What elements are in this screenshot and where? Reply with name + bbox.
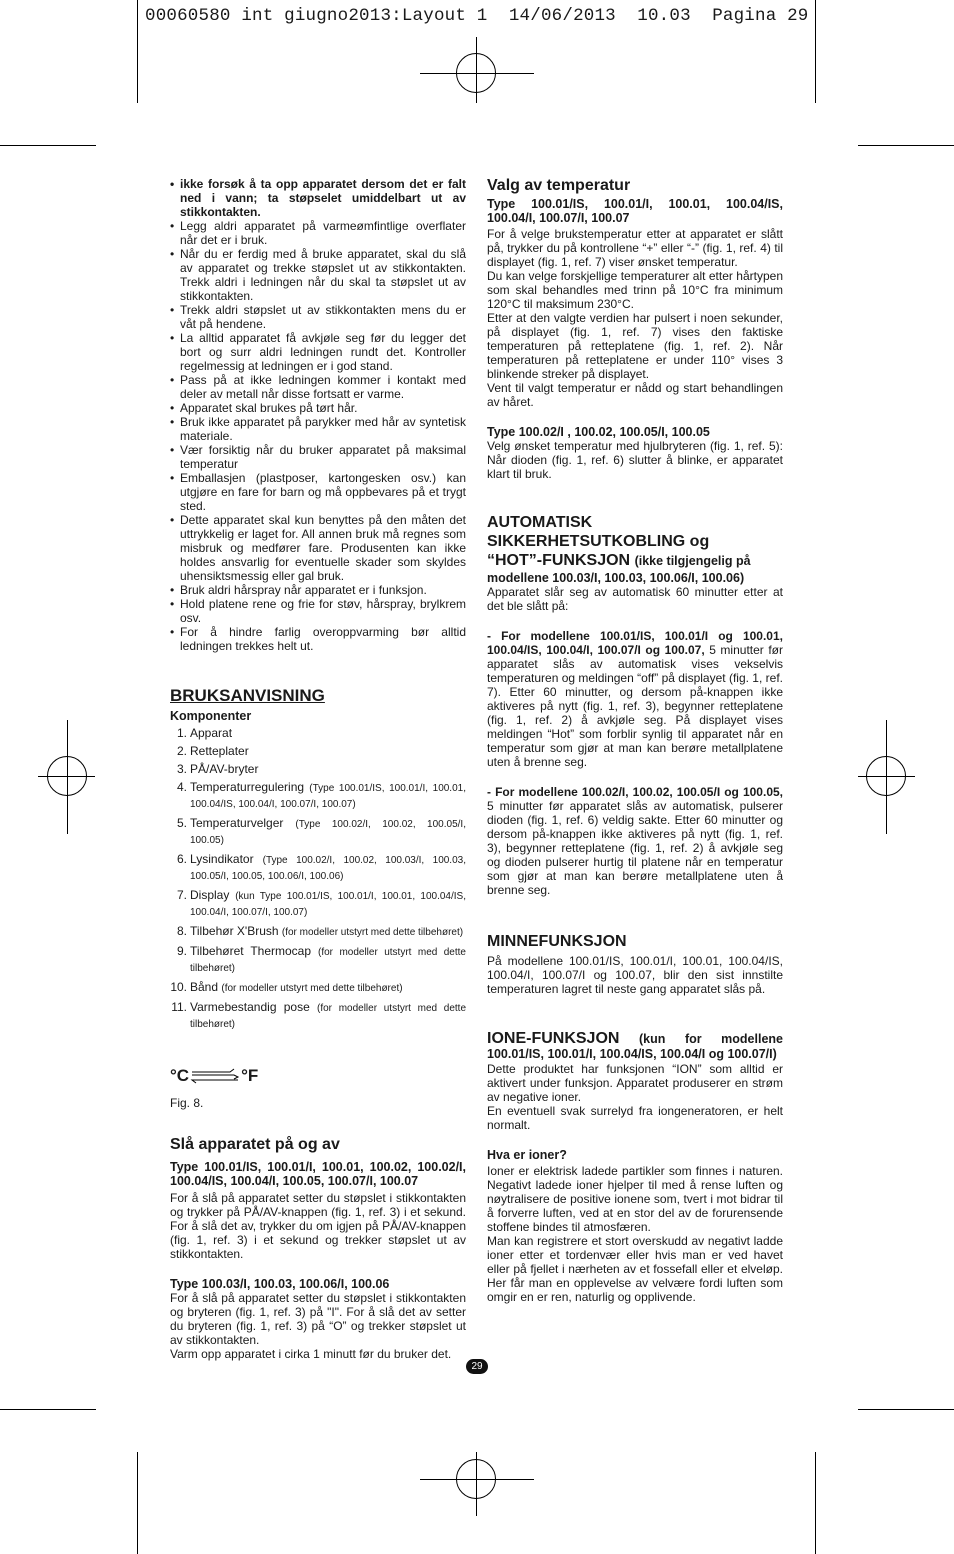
ione-text-2: En eventuell svak surrelyd fra iongeneratoren, er helt normalt. [487,1104,783,1132]
celsius-label: °C [170,1066,190,1085]
figure-caption: Fig. 8. [170,1096,204,1110]
bruksanvisning-heading: BRUKSANVISNING [170,686,325,705]
warning-item: • Bruk ikke apparatet på parykker med hår av syntetisk materiale. [170,415,466,443]
component-note: (for modeller utstyrt med dette tilbehøret) [221,983,403,994]
on-off-type-2: Type 100.03/I, 100.03, 100.06/I, 100.06 [170,1277,390,1291]
auto-bullet-1 [487,629,783,769]
component-note: (for modeller utstyrt med dette tilbehøret) [190,947,466,974]
auto-bullet-2-head: - For modellene 100.02/I, 100.02, 100.05/I og 100.05, [487,785,783,799]
auto-bullet-2 [487,785,783,897]
warning-item: • Apparatet skal brukes på tørt hår. [170,401,466,415]
warning-item: • ikke forsøk å ta opp apparatet dersom det er falt ned i vann; ta støpselet umiddelbart ut av stikkontakten. [170,177,466,219]
on-off-heading: Slå apparatet på og av [170,1136,340,1153]
component-label: Bånd [190,980,219,994]
component-label: Varmebestandig pose [190,1000,310,1014]
component-label: Display [190,888,230,902]
component-item [176,762,466,776]
valg-text-3: Etter at den valgte verdien har pulsert i noen sekunder, på displayet (fig. 1, ref. 7) vises den faktiske temperaturen på retteplatene (fig. 1, ref. 2). Når temperaturen på retteplatene er under 110° vises 3 blinkende streker på displayet. [487,311,783,381]
ione-heading-note: (kun for modellene 100.01/IS, 100.01/I, 100.04/IS, 100.04/I og 100.07/I) [487,1032,783,1061]
auto-heading-line-3: “HOT”-FUNKSJON [487,552,631,569]
right-column [487,177,783,1304]
component-number: 10. [170,980,187,994]
page-number: 29 [466,1359,488,1374]
component-number: 8. [176,924,187,938]
component-number: 4. [176,780,187,794]
valg-text-1: For å velge brukstemperatur etter at apparatet er slått på, trykker du på kontrollene “+” eller “-” (fig. 1, ref. 4) til displayet (fig. 1, ref. 7) viser ønsket temperatur. [487,227,783,269]
safety-warnings-list [170,177,466,653]
component-label: Tilbehør X'Brush [190,924,279,938]
ione-text-1: Dette produktet har funksjonen “ION” som alltid er aktivert under funksjon. Apparatet produserer en strøm av negative ioner. [487,1062,783,1104]
valg-text-5: Velg ønsket temperatur med hjulbryteren (fig. 1, ref. 5): Når dioden (fig. 1, ref. 6) slutter å blinke, er apparatet klart til bruk. [487,439,783,481]
hva-heading: Hva er ioner? [487,1148,567,1162]
component-note: (kun Type 100.01/IS, 100.01/I, 100.01, 100.04/IS, 100.04/I, 100.07/I, 100.07) [190,891,467,918]
component-item [176,816,466,848]
auto-bullet-1-head: - For modellene 100.01/IS, 100.01/I og 100.01, 100.04/IS, 100.04/I, 100.07/I og 100.07, [487,629,783,657]
fahrenheit-label: °F [241,1066,259,1085]
component-number: 3. [176,762,187,776]
conversion-arrows-icon [190,1067,240,1085]
valg-text-2: Du kan velge forskjellige temperaturer alt etter hårtypen som skal behandles med trinn på 10°C fra minimum 120°C til maksimum 230°C. [487,269,783,311]
minne-heading: MINNEFUNKSJON [487,933,627,950]
auto-heading-line-1: AUTOMATISK [487,514,593,531]
component-label: Retteplater [190,744,249,758]
component-label: Lysindikator [190,852,254,866]
component-item [170,980,466,996]
left-column [170,177,466,1361]
on-off-text-3: Varm opp apparatet i cirka 1 minutt før du bruker det. [170,1347,452,1361]
component-item [176,924,466,940]
component-item [176,780,466,812]
auto-heading-note-2: modellene 100.03/I, 100.03, 100.06/I, 100.06) [487,571,745,585]
hva-text-2: Man kan registrere et stort overskudd av negativt ladde ioner etter et tordenvær eller hvis man er ved havet eller på fjellet i nærheten av et fossefall eller et elveløp. Her får man en opplevelse av velvære fordi luften som omgir en er ren, naturlig og opplivende. [487,1234,783,1304]
component-number: 6. [176,852,187,866]
minne-text: På modellene 100.01/IS, 100.01/I, 100.01, 100.04/IS, 100.04/I, 100.07/I og 100.07, blir den sist innstilte temperaturen lagret til neste gang apparatet slås på. [487,954,783,996]
warning-item: • Bruk aldri hårspray når apparatet er i funksjon. [170,583,466,597]
valg-type-1: Type 100.01/IS, 100.01/I, 100.01, 100.04/IS, 100.04/I, 100.07/I, 100.07 [487,197,783,225]
component-label: Temperaturregulering [190,780,305,794]
auto-bullet-1-text: 5 minutter før apparatet slås av automatisk vises vekselvis temperaturen og meldingen “off” på displayet (fig. 1, ref. 7). Etter 60 minutter, og dersom på-knappen ikke aktiveres på nytt (fig. 1, ref. 3), begynner retteplatene (fig. 1, ref. 2) å avkjøle seg. På displayet vises meldingen “Hot” som forblir synlig til apparatet når en temperatur som gjør at man kan berøre metallplatene uten å brenne seg. [487,643,783,769]
component-number: 7. [176,888,187,902]
hva-text-1: Ioner er elektrisk ladede partikler som finnes i naturen. Negativt ladede ioner hjelper til med å rense luften og nøytralisere de positive ionene som, tvert i mot bidrar til å forverre luften, ved at en stor del av de forurensende stoffene bindes til atmosfæren. [487,1164,783,1234]
valg-heading: Valg av temperatur [487,177,631,194]
on-off-text-1: For å slå på apparatet setter du støpslet i stikkontakten og trykker på PÅ/AV-knappen (fig. 1, ref. 3) i et sekund. For å slå det av, trykker du om igjen på PÅ/AV-knappen (fig. 1, ref. 3) i et sekund og trekker støpslet ut av stikkontakten. [170,1191,466,1261]
component-item [171,1000,467,1032]
component-note: (Type 100.02/I, 100.02, 100.05/I, 100.05) [190,819,466,846]
component-label: PÅ/AV-bryter [190,762,259,776]
warning-item: • Legg aldri apparatet på varmeømfintlige overflater når det er i bruk. [170,219,466,247]
temperature-unit-figure [170,1066,466,1086]
warning-item: • Emballasjen (plastposer, kartongesken osv.) kan utgjøre en fare for barn og må oppbevares på et trygt sted. [170,471,466,513]
component-number: 9. [176,944,187,958]
component-number: 5. [176,816,187,830]
component-label: Tilbehøret Thermocap [190,944,312,958]
slug-line: 00060580 int giugno2013:Layout 1 14/06/2013 10.03 Pagina 29 [145,6,809,26]
warning-item: • Dette apparatet skal kun benyttes på den måten det uttrykkelig er laget for. All annen bruk må regnes som misbruk og medfører fare. Produsenten kan ikke holdes ansvarlig for eventuelle skader som skyldes uhensiktsmessig eller gal bruk. [170,513,466,583]
warning-item: • La alltid apparatet få avkjøle seg før du legger det bort og surr aldri ledningen rundt det. Kontroller regelmessig at ledningen er i god stand. [170,331,466,373]
valg-type-2: Type 100.02/I , 100.02, 100.05/I, 100.05 [487,425,710,439]
warning-item: • Når du er ferdig med å bruke apparatet, skal du slå av apparatet og trekke støpslet ut av stikkontakten. Trekk aldri i ledningen når du skal ta støpslet ut av stikkontakten. [170,247,466,303]
component-note: (for modeller utstyrt med dette tilbehøret) [281,927,464,938]
auto-heading [487,513,783,571]
component-note: (Type 100.02/I, 100.02, 100.03/I, 100.03, 100.05/I, 100.05, 100.06/I, 100.06) [190,855,466,882]
warning-item: • Vær forsiktig når du bruker apparatet på maksimal temperatur [170,443,466,471]
warning-item: • Hold platene rene og frie for støv, hårspray, brylkrem osv. [170,597,466,625]
component-item [176,944,466,976]
component-note: (for modeller utstyrt med dette tilbehøret) [190,1003,467,1030]
component-label: Apparat [190,726,233,740]
valg-text-4: Vent til valgt temperatur er nådd og start behandlingen av håret. [487,381,783,409]
component-note: (Type 100.01/IS, 100.01/I, 100.01, 100.04/IS, 100.04/I, 100.07/I, 100.07) [190,783,466,810]
on-off-text-2: For å slå på apparatet setter du støpslet i stikkontakten og bryteren (fig. 1, ref. 3) på "I". For å slå det av setter du bryteren (fig. 1, ref. 3) på “O” og trekker støpslet ut av stikkontakten. [170,1291,466,1347]
warning-item: • Trekk aldri støpslet ut av stikkontakten mens du er våt på hendene. [170,303,466,331]
warning-item: • For å hindre farlig overoppvarming bør alltid ledningen trekkes helt ut. [170,625,466,653]
auto-heading-note: (ikke tilgjengelig på [634,554,751,568]
components-list [170,726,466,1032]
component-item [176,744,466,758]
component-number: 1. [176,726,187,740]
auto-bullet-2-text: 5 minutter før apparatet slås av automatisk, pulserer dioden (fig. 1, ref. 6) veldig sakte. Etter 60 minutter og dersom på-knappen ikke aktiveres på nytt (fig. 1, ref. 3), begynner retteplatene (fig. 1, ref. 2) å avkjøle seg og dioden pulserer hurtig til platene når en temperatur som gjør at man kan berøre metallplatene uten å brenne seg. [487,799,783,897]
component-item [176,726,466,740]
on-off-type-1: Type 100.01/IS, 100.01/I, 100.01, 100.02, 100.02/I, 100.04/IS, 100.04/I, 100.05, 100.07/I, 100.07 [170,1160,466,1188]
component-label: Temperaturvelger [190,816,284,830]
component-number: 11. [171,1000,187,1014]
component-item [176,888,466,920]
warning-item: • Pass på at ikke ledningen kommer i kontakt med deler av metall når disse fortsatt er varme. [170,373,466,401]
auto-text-1: Apparatet slår seg av automatisk 60 minutter etter at det ble slått på: [487,585,783,613]
component-number: 2. [176,744,187,758]
komponenter-heading: Komponenter [170,709,252,723]
ione-heading [487,1031,783,1062]
component-item [176,852,466,884]
ione-heading-title: IONE-FUNKSJON [487,1030,620,1047]
auto-heading-line-2: SIKKERHETSUTKOBLING og [487,533,710,550]
